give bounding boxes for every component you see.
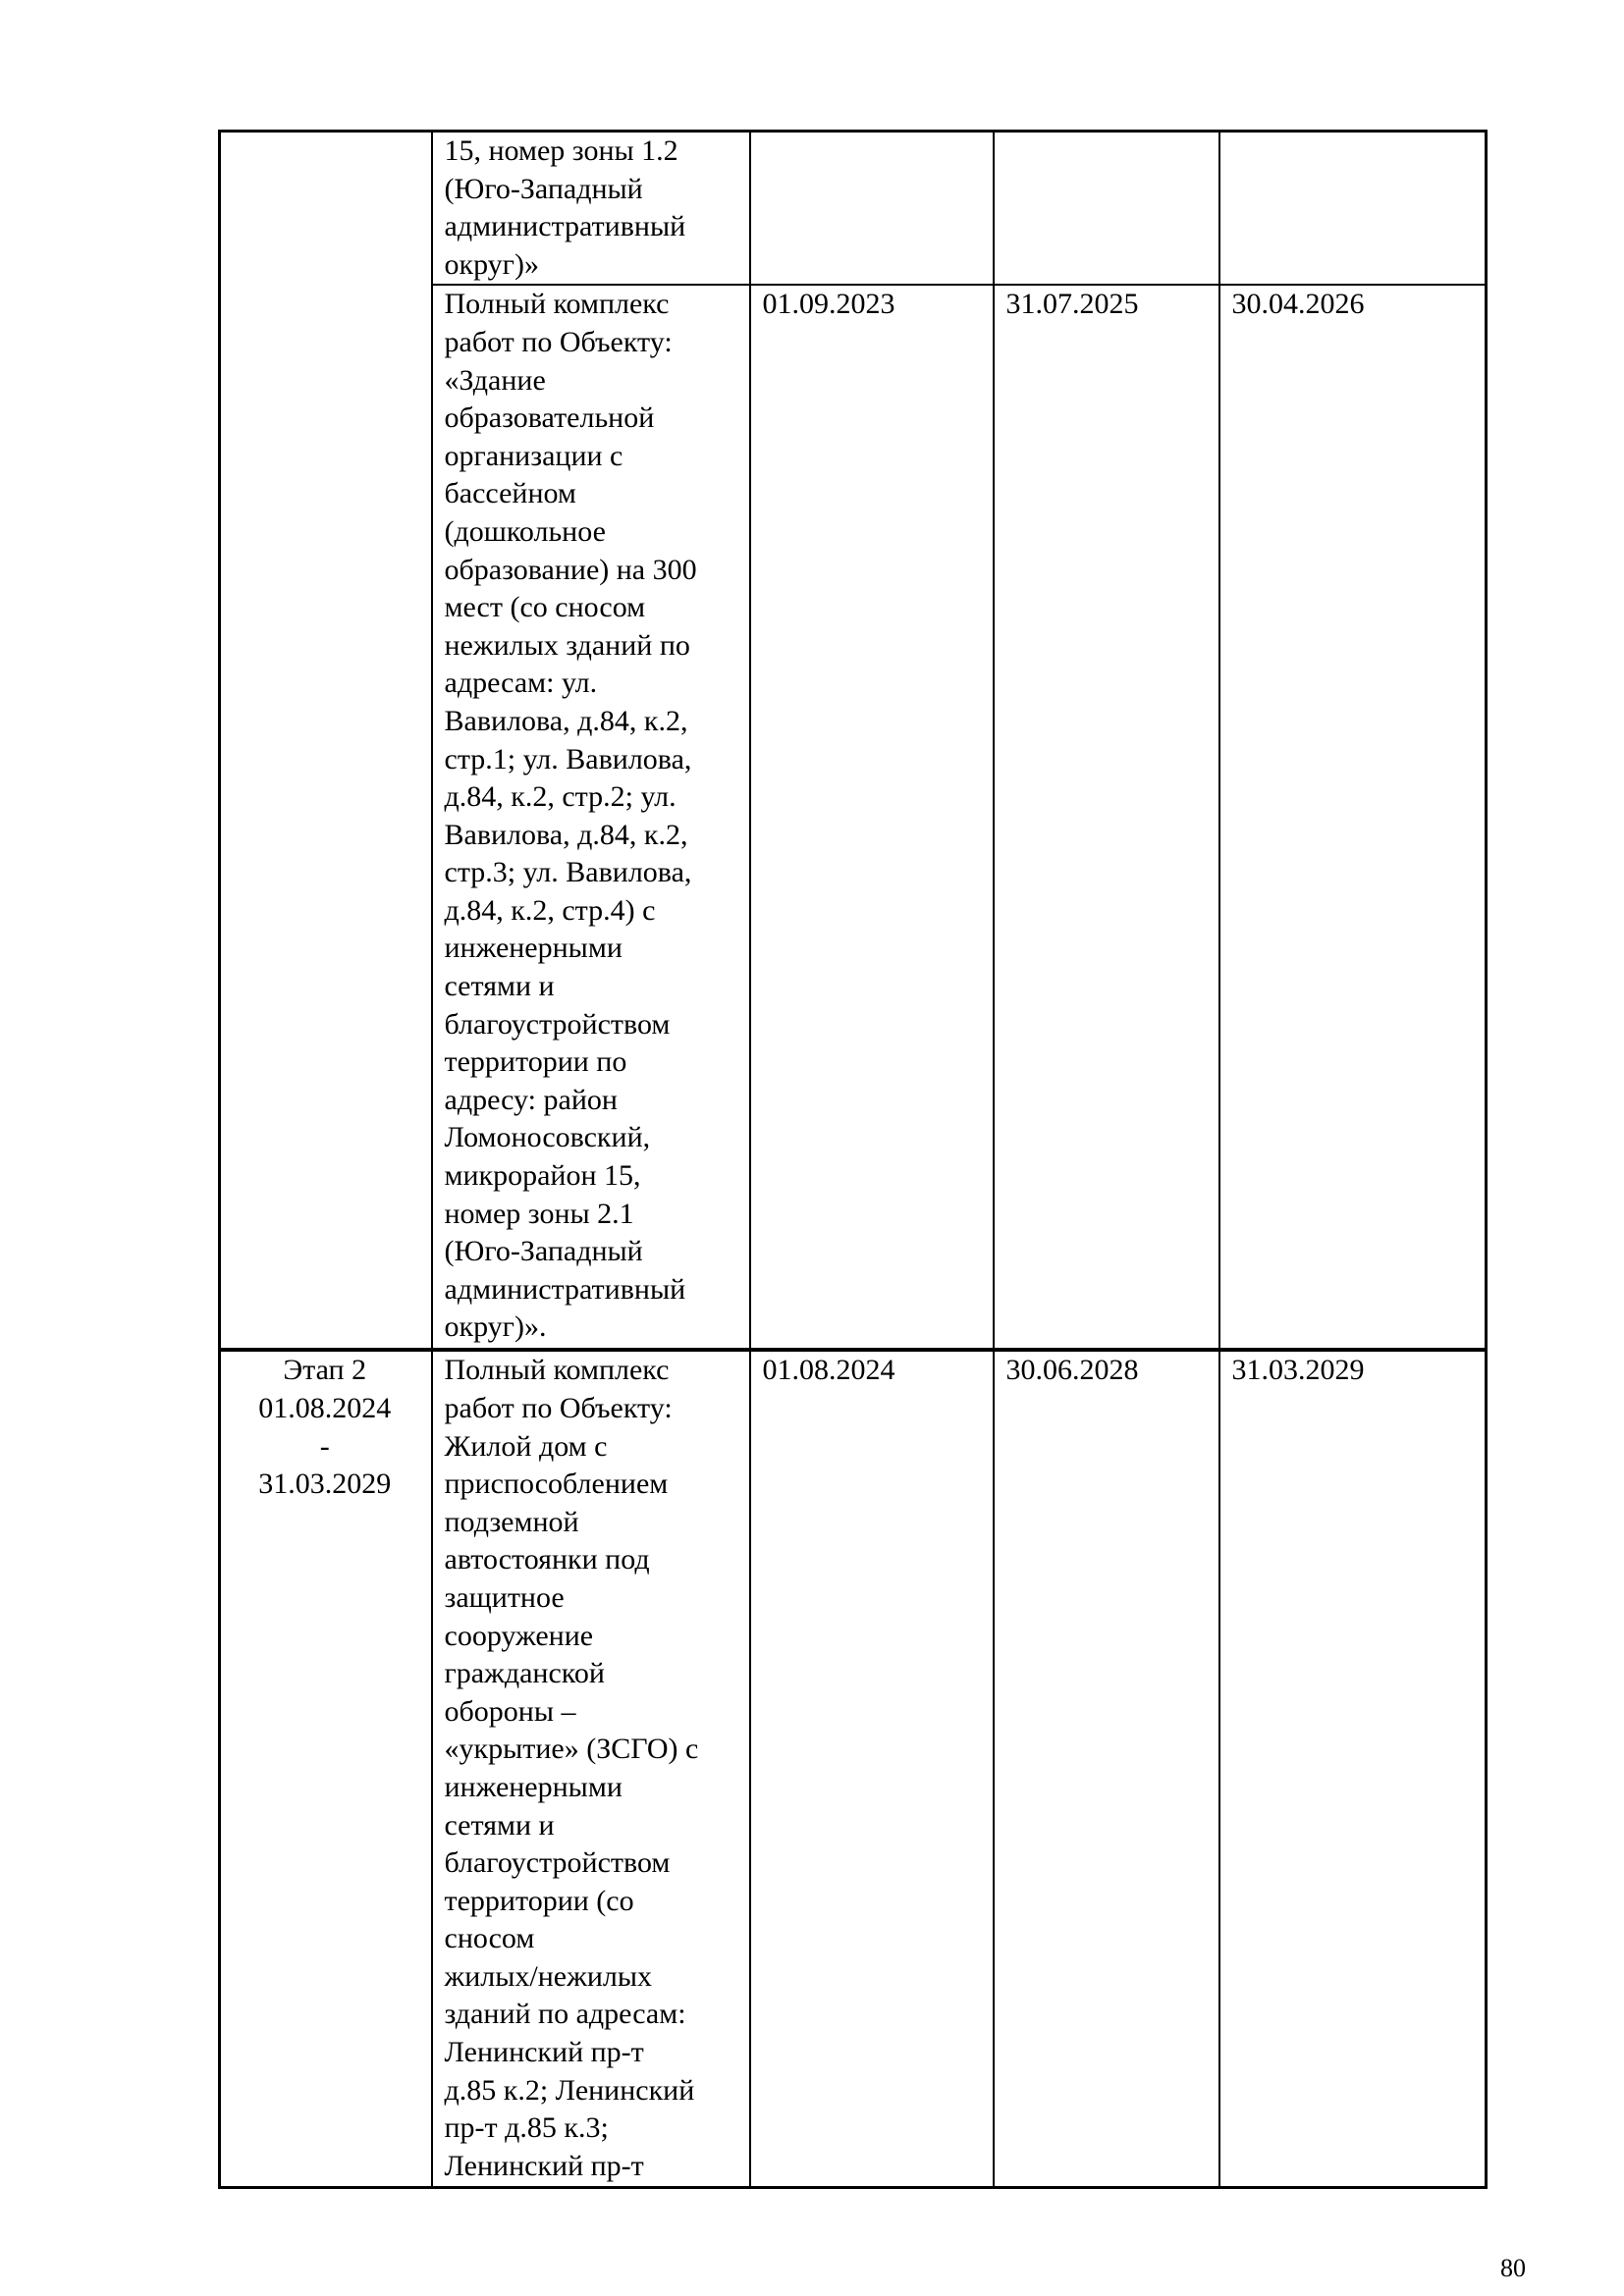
table-row xyxy=(220,1350,1487,2188)
end-date-cell: 30.06.2028 xyxy=(994,1350,1219,2188)
start-date-cell xyxy=(750,132,994,286)
start-date-cell: 01.09.2023 xyxy=(750,285,994,1350)
description-cell: Полный комплекс работ по Объекту: Жилой дом с приспособлением подземной автостоянки под защитное сооружение гражданской обороны – «укрытие» (ЗСГО) с инженерными сетями и благоустройством территории (со сносом жилых/нежилых зданий по адресам: Ленинский пр-т д.85 к.2; Ленинский пр-т д.85 к.3; Ленинский пр-т xyxy=(432,1350,750,2188)
start-date-cell: 01.08.2024 xyxy=(750,1350,994,2188)
description-cell: 15, номер зоны 1.2 (Юго-Западный административный округ)» xyxy=(432,132,750,286)
end-date-cell xyxy=(994,132,1219,286)
page-number: 80 xyxy=(1500,2254,1526,2282)
schedule-table xyxy=(218,130,1488,2189)
final-date-cell: 30.04.2026 xyxy=(1219,285,1487,1350)
end-date-cell: 31.07.2025 xyxy=(994,285,1219,1350)
stage-cell: Этап 2 01.08.2024 - 31.03.2029 xyxy=(220,1350,432,2188)
table-row xyxy=(220,132,1487,286)
description-cell: Полный комплекс работ по Объекту: «Здание образовательной организации с бассейном (дошкольное образование) на 300 мест (со сносом нежилых зданий по адресам: ул. Вавилова, д.84, к.2, стр.1; ул. Вавилова, д.84, к.2, стр.2; ул. Вавилова, д.84, к.2, стр.3; ул. Вавилова, д.84, к.2, стр.4) с инженерными сетями и благоустройством территории по адресу: район Ломоносовский, микрорайон 15, номер зоны 2.1 (Юго-Западный административный округ)». xyxy=(432,285,750,1350)
final-date-cell xyxy=(1219,132,1487,286)
stage-cell xyxy=(220,132,432,1351)
final-date-cell: 31.03.2029 xyxy=(1219,1350,1487,2188)
